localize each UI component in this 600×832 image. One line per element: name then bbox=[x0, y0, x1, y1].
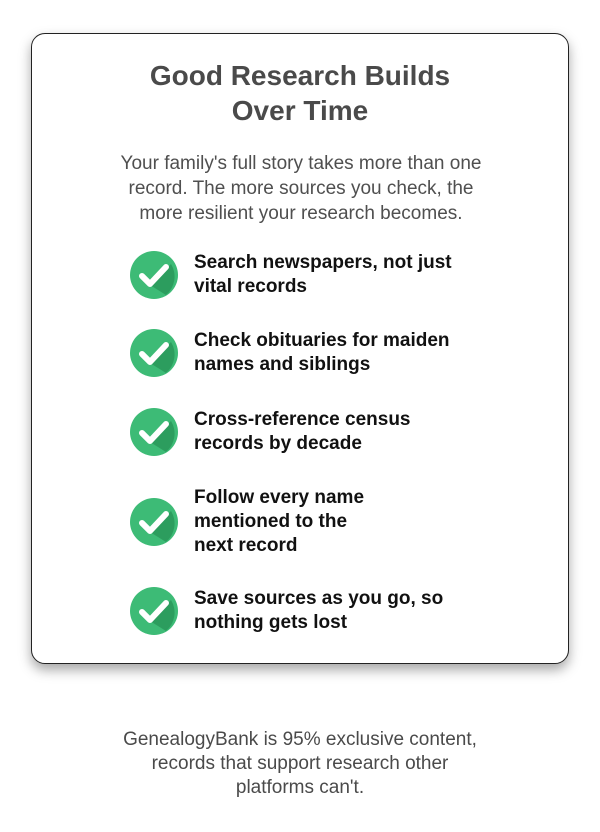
card-title-line: Good Research Builds bbox=[149, 60, 451, 91]
check-circle-icon bbox=[130, 587, 178, 635]
checklist-item-save-sources bbox=[130, 587, 443, 635]
checklist-item-label bbox=[194, 251, 452, 299]
checklist-line: Cross-reference census bbox=[194, 409, 411, 430]
checklist-item-label bbox=[194, 408, 411, 456]
checklist-line: next record bbox=[194, 535, 298, 556]
checklist-item-label bbox=[194, 486, 364, 558]
checklist-item-follow-every-name bbox=[130, 486, 364, 558]
check-circle-icon bbox=[130, 251, 178, 299]
footer-line: platforms can't. bbox=[235, 777, 365, 798]
checklist-line: nothing gets lost bbox=[194, 612, 348, 633]
checklist-line: records by decade bbox=[194, 433, 362, 454]
card-title-line: Over Time bbox=[231, 95, 369, 126]
checklist-line: Check obituaries for maiden bbox=[194, 330, 450, 351]
checklist-line: mentioned to the bbox=[194, 511, 348, 532]
checklist-item-check-obituaries bbox=[130, 329, 450, 377]
checklist-line: Search newspapers, not just bbox=[194, 252, 452, 273]
check-circle-icon bbox=[130, 329, 178, 377]
check-circle-icon bbox=[130, 408, 178, 456]
checklist-line: Save sources as you go, so bbox=[194, 588, 444, 609]
checklist-item-label bbox=[194, 587, 443, 635]
checklist-item-search-newspapers bbox=[130, 251, 452, 299]
research-tips-card bbox=[31, 33, 569, 664]
checklist-line: vital records bbox=[194, 276, 307, 297]
footer-line: records that support research other bbox=[151, 753, 449, 774]
exclusive-content-note bbox=[0, 728, 600, 800]
checklist-item-cross-reference-census bbox=[130, 408, 411, 456]
footer-line: GenealogyBank is 95% exclusive content, bbox=[123, 729, 477, 750]
checklist-line: names and siblings bbox=[194, 354, 371, 375]
intro-line: record. The more sources you check, the bbox=[128, 178, 474, 199]
checklist-item-label bbox=[194, 329, 450, 377]
check-circle-icon bbox=[130, 498, 178, 546]
card-intro bbox=[72, 151, 530, 226]
intro-line: Your family's full story takes more than one bbox=[120, 153, 482, 174]
intro-line: more resilient your research becomes. bbox=[139, 203, 463, 224]
checklist-line: Follow every name bbox=[194, 487, 365, 508]
card-title bbox=[32, 58, 568, 128]
